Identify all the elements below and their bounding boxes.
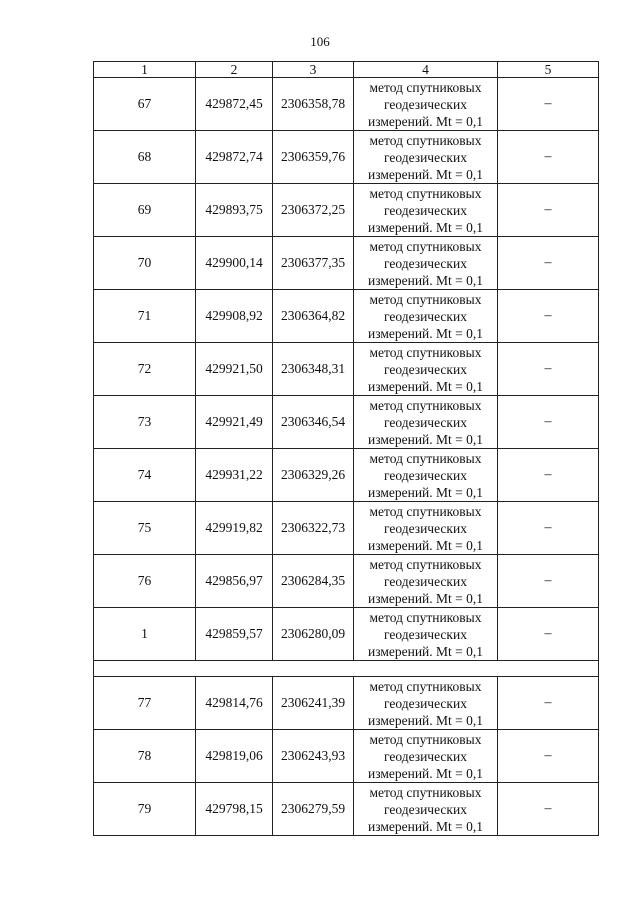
point-number-cell: 77 [94, 677, 196, 730]
method-text-line: геодезических [384, 520, 467, 536]
y-coordinate-cell: 2306377,35 [273, 237, 354, 290]
table-row [94, 502, 599, 555]
table-row [94, 396, 599, 449]
y-coordinate-cell: 2306372,25 [273, 184, 354, 237]
method-text-line: измерений. Mt = 0,1 [367, 272, 484, 288]
table-row [94, 237, 599, 290]
y-coordinate-cell: 2306358,78 [273, 78, 354, 131]
y-coordinate-cell: 2306346,54 [273, 396, 354, 449]
method-text-line: измерений. Mt = 0,1 [367, 537, 484, 553]
method-text-line: геодезических [384, 695, 467, 711]
table-header-row [94, 62, 599, 78]
x-coordinate-cell: 429893,75 [196, 184, 273, 237]
table-row [94, 343, 599, 396]
note-cell: – [498, 237, 599, 290]
method-text-line: метод спутниковых [369, 79, 482, 95]
table-row [94, 78, 599, 131]
method-text-line: измерений. Mt = 0,1 [367, 431, 484, 447]
point-number-cell: 68 [94, 131, 196, 184]
method-text-line: метод спутниковых [369, 132, 482, 148]
x-coordinate-cell: 429919,82 [196, 502, 273, 555]
column-header: 4 [354, 62, 498, 78]
point-number-cell: 73 [94, 396, 196, 449]
method-text-line: метод спутниковых [369, 238, 482, 254]
method-text-line: измерений. Mt = 0,1 [367, 325, 484, 341]
method-text-line: измерений. Mt = 0,1 [367, 166, 484, 182]
method-text-line: измерений. Mt = 0,1 [367, 765, 484, 781]
y-coordinate-cell: 2306279,59 [273, 783, 354, 836]
point-number-cell: 75 [94, 502, 196, 555]
method-cell [354, 290, 498, 343]
method-text-line: геодезических [384, 308, 467, 324]
method-text-line: метод спутниковых [369, 291, 482, 307]
method-cell [354, 131, 498, 184]
method-cell [354, 78, 498, 131]
method-text-line: измерений. Mt = 0,1 [367, 484, 484, 500]
column-header: 3 [273, 62, 354, 78]
method-text-line: метод спутниковых [369, 450, 482, 466]
x-coordinate-cell: 429921,50 [196, 343, 273, 396]
y-coordinate-cell: 2306364,82 [273, 290, 354, 343]
point-number-cell: 72 [94, 343, 196, 396]
method-cell [354, 783, 498, 836]
point-number-cell: 70 [94, 237, 196, 290]
coordinates-table [93, 61, 599, 836]
y-coordinate-cell: 2306243,93 [273, 730, 354, 783]
note-cell: – [498, 730, 599, 783]
point-number-cell: 79 [94, 783, 196, 836]
method-text-line: геодезических [384, 96, 467, 112]
page-number: 106 [310, 34, 330, 49]
x-coordinate-cell: 429798,15 [196, 783, 273, 836]
method-text-line: метод спутниковых [369, 784, 482, 800]
x-coordinate-cell: 429908,92 [196, 290, 273, 343]
note-cell: – [498, 184, 599, 237]
table-row [94, 184, 599, 237]
column-header: 1 [94, 62, 196, 78]
note-cell: – [498, 396, 599, 449]
table-row [94, 608, 599, 661]
y-coordinate-cell: 2306322,73 [273, 502, 354, 555]
method-text-line: метод спутниковых [369, 556, 482, 572]
method-text-line: измерений. Mt = 0,1 [367, 590, 484, 606]
method-text-line: геодезических [384, 467, 467, 483]
separator-row [94, 661, 599, 677]
method-text-line: метод спутниковых [369, 503, 482, 519]
method-cell [354, 502, 498, 555]
note-cell: – [498, 555, 599, 608]
note-cell: – [498, 502, 599, 555]
method-text-line: метод спутниковых [369, 678, 482, 694]
x-coordinate-cell: 429872,45 [196, 78, 273, 131]
x-coordinate-cell: 429814,76 [196, 677, 273, 730]
note-cell: – [498, 290, 599, 343]
method-text-line: измерений. Mt = 0,1 [367, 818, 484, 834]
note-cell: – [498, 78, 599, 131]
y-coordinate-cell: 2306284,35 [273, 555, 354, 608]
method-text-line: геодезических [384, 801, 467, 817]
x-coordinate-cell: 429856,97 [196, 555, 273, 608]
method-text-line: измерений. Mt = 0,1 [367, 643, 484, 659]
method-cell [354, 449, 498, 502]
x-coordinate-cell: 429819,06 [196, 730, 273, 783]
method-cell [354, 730, 498, 783]
point-number-cell: 76 [94, 555, 196, 608]
point-number-cell: 67 [94, 78, 196, 131]
table-row [94, 783, 599, 836]
column-header: 5 [498, 62, 599, 78]
point-number-cell: 71 [94, 290, 196, 343]
point-number-cell: 78 [94, 730, 196, 783]
method-text-line: геодезических [384, 149, 467, 165]
method-text-line: метод спутниковых [369, 185, 482, 201]
x-coordinate-cell: 429859,57 [196, 608, 273, 661]
note-cell: – [498, 343, 599, 396]
method-cell [354, 677, 498, 730]
method-text-line: метод спутниковых [369, 397, 482, 413]
x-coordinate-cell: 429921,49 [196, 396, 273, 449]
method-text-line: геодезических [384, 626, 467, 642]
method-text-line: геодезических [384, 361, 467, 377]
note-cell: – [498, 677, 599, 730]
note-cell: – [498, 608, 599, 661]
table-row [94, 290, 599, 343]
separator-cell [94, 661, 599, 677]
y-coordinate-cell: 2306241,39 [273, 677, 354, 730]
y-coordinate-cell: 2306348,31 [273, 343, 354, 396]
method-text-line: измерений. Mt = 0,1 [367, 712, 484, 728]
method-text-line: геодезических [384, 748, 467, 764]
point-number-cell: 69 [94, 184, 196, 237]
table-row [94, 730, 599, 783]
note-cell: – [498, 449, 599, 502]
method-cell [354, 184, 498, 237]
point-number-cell: 1 [94, 608, 196, 661]
method-cell [354, 343, 498, 396]
table-row [94, 131, 599, 184]
method-text-line: метод спутниковых [369, 731, 482, 747]
y-coordinate-cell: 2306280,09 [273, 608, 354, 661]
method-text-line: измерений. Mt = 0,1 [367, 378, 484, 394]
method-text-line: геодезических [384, 573, 467, 589]
method-text-line: измерений. Mt = 0,1 [367, 219, 484, 235]
method-text-line: метод спутниковых [369, 609, 482, 625]
method-text-line: геодезических [384, 255, 467, 271]
method-cell [354, 555, 498, 608]
method-cell [354, 237, 498, 290]
table-row [94, 677, 599, 730]
table-row [94, 449, 599, 502]
y-coordinate-cell: 2306329,26 [273, 449, 354, 502]
method-text-line: измерений. Mt = 0,1 [367, 113, 484, 129]
method-cell [354, 608, 498, 661]
method-text-line: геодезических [384, 202, 467, 218]
point-number-cell: 74 [94, 449, 196, 502]
table-row [94, 555, 599, 608]
note-cell: – [498, 783, 599, 836]
note-cell: – [498, 131, 599, 184]
x-coordinate-cell: 429872,74 [196, 131, 273, 184]
y-coordinate-cell: 2306359,76 [273, 131, 354, 184]
x-coordinate-cell: 429931,22 [196, 449, 273, 502]
method-text-line: геодезических [384, 414, 467, 430]
x-coordinate-cell: 429900,14 [196, 237, 273, 290]
method-text-line: метод спутниковых [369, 344, 482, 360]
method-cell [354, 396, 498, 449]
column-header: 2 [196, 62, 273, 78]
